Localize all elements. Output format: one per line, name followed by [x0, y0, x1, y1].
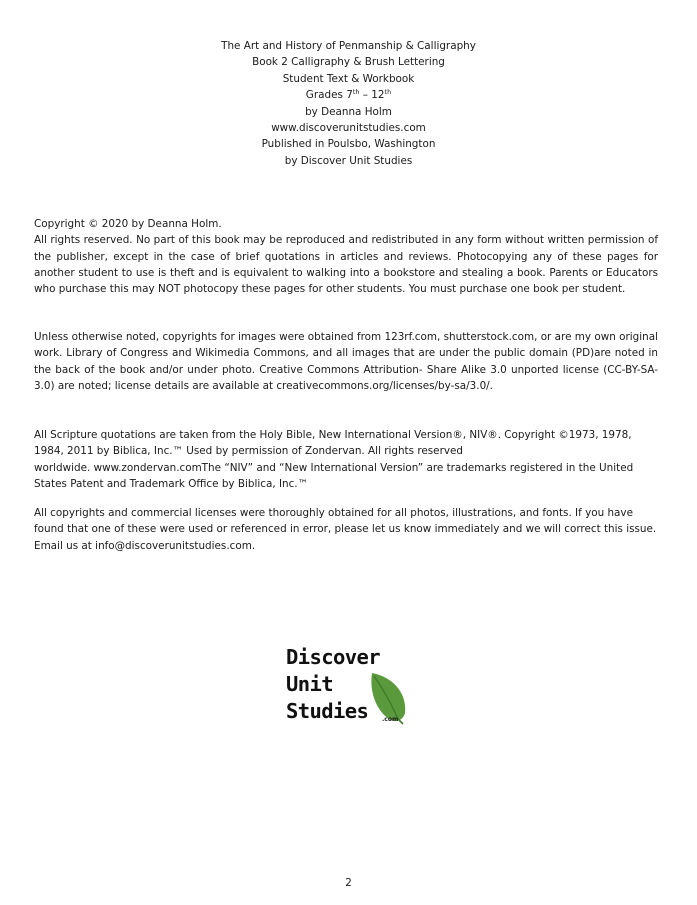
discover-unit-studies-logo — [286, 645, 416, 725]
scripture-note-line2: worldwide. www.zondervan.comThe “NIV” and “New International Version” are trademarks registered in the United States Patent and Trademark Office by Biblica, Inc.™ — [34, 461, 634, 490]
images-note-paragraph: Unless otherwise noted, copyrights for images were obtained from 123rf.com, shutterstock.com, or are my own original work. Library of Congress and Wikimedia Commons, and all images that are under the public domain (PD)are noted in the back of the book and/or under photo. Creative Commons Attribution- Share Alike 3.0 unported license (CC-BY-SA-3.0) are noted; license details are available at creativecommons.org/licenses/by-sa/3.0/. — [34, 331, 658, 392]
licenses-note-paragraph: All copyrights and commercial licenses were thoroughly obtained for all photos, illustrations, and fonts. If you have found that one of these were used or referenced in error, please let us know immediately and we will correct this issue. Email us at info@discoverunitstudies.com. — [34, 507, 657, 552]
logo-suffix-com: .com — [382, 716, 399, 723]
logo-word-studies: Studies — [286, 699, 369, 723]
scripture-note — [34, 427, 658, 492]
logo-word-discover: Discover — [286, 645, 380, 669]
book-title: Book 2 Calligraphy & Brush Lettering — [252, 56, 445, 69]
book-subtitle: Student Text & Workbook — [282, 72, 415, 85]
author-line: by Deanna Holm — [305, 105, 392, 118]
website-line: www.discoverunitstudies.com — [271, 122, 426, 135]
copyright-section — [34, 216, 658, 297]
scripture-note-line1: All Scripture quotations are taken from the Holy Bible, New International Version®, NIV®. Copyright ©1973, 1978, 1984, 2011 by Biblica, Inc.™ Used by permission of Zondervan. All rights reserved — [34, 429, 632, 458]
grades-line: Grades 7th – 12th — [305, 88, 392, 102]
logo-word-unit: Unit — [286, 672, 333, 696]
title-block — [0, 38, 697, 169]
copyright-line: Copyright © 2020 by Deanna Holm. — [34, 218, 222, 230]
book-series-title: The Art and History of Penmanship & Calligraphy — [221, 40, 476, 52]
publisher-line: by Discover Unit Studies — [284, 154, 413, 167]
rights-paragraph: All rights reserved. No part of this book may be reproduced and redistributed in any form without written permission of the publisher, except in the case of brief quotations in articles and reviews. Photocopying any of these pages for another student to use is theft and is equivalent to walking into a bookstore and stealing a book. Parents or Educators who purchase this may NOT photocopy these pages for other students. You must purchase one book per student. — [34, 234, 658, 296]
page-number: 2 — [345, 877, 352, 889]
published-location: Published in Poulsbo, Washington — [261, 138, 436, 151]
